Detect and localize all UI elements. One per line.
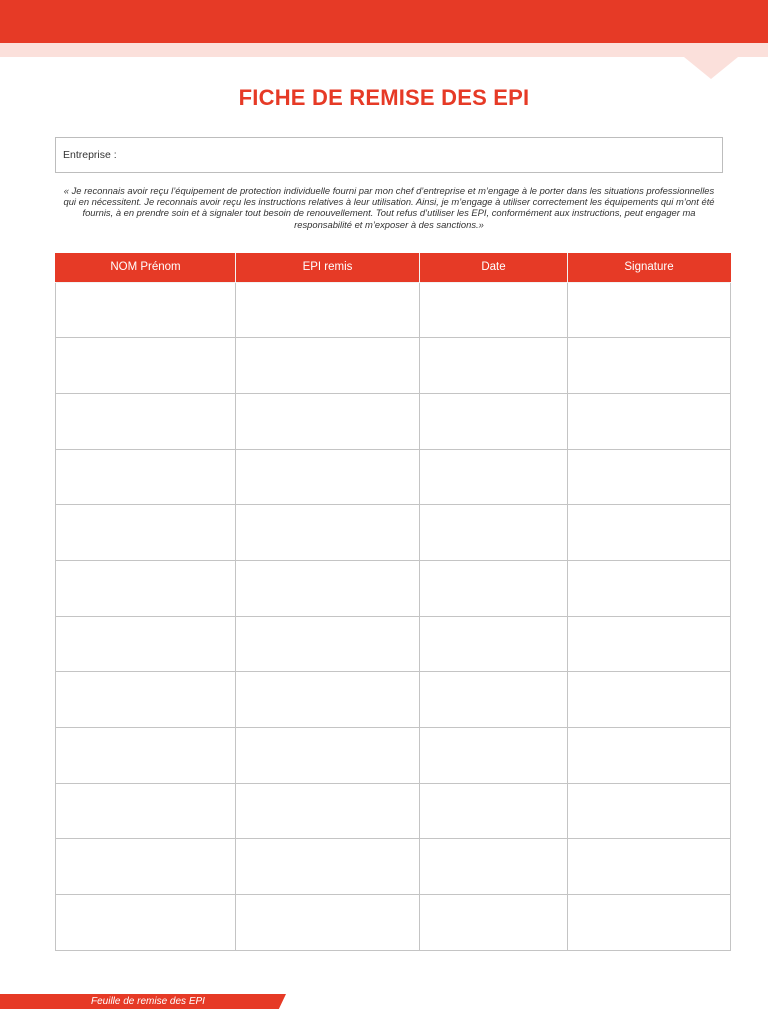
name-cell[interactable] <box>56 505 236 561</box>
table-row <box>56 393 731 449</box>
table-row <box>56 449 731 505</box>
table-row <box>56 728 731 784</box>
name-cell[interactable] <box>56 282 236 338</box>
signature-cell[interactable] <box>568 783 731 839</box>
epi-cell[interactable] <box>236 393 420 449</box>
date-cell[interactable] <box>420 839 568 895</box>
signature-cell[interactable] <box>568 505 731 561</box>
date-cell[interactable] <box>420 560 568 616</box>
epi-cell[interactable] <box>236 895 420 951</box>
epi-cell[interactable] <box>236 505 420 561</box>
company-field[interactable] <box>55 137 723 173</box>
epi-cell[interactable] <box>236 282 420 338</box>
table-row <box>56 616 731 672</box>
name-cell[interactable] <box>56 672 236 728</box>
name-cell[interactable] <box>56 895 236 951</box>
epi-table <box>55 253 731 951</box>
name-cell[interactable] <box>56 839 236 895</box>
table-row <box>56 282 731 338</box>
date-cell[interactable] <box>420 449 568 505</box>
table-row <box>56 338 731 394</box>
signature-cell[interactable] <box>568 895 731 951</box>
top-banner-stripe <box>0 43 768 57</box>
engagement-statement: « Je reconnais avoir reçu l’équipement de protection individuelle fourni par mon chef d’entreprise et m’engage à le porter dans les situations professionnelles qui en nécessitent. Je reconnais avoir reçu les instructions relatives à leur utilisation. Ainsi, je m’engage à utiliser correctement les équipements qui m’ont été fournis, à en prendre soin et à signaler tout besoin de renouvellement. Tout refus d’utiliser les EPI, conformément aux instructions, peut engager ma responsabilité et m’exposer à des sanctions.» <box>63 185 715 230</box>
epi-cell[interactable] <box>236 560 420 616</box>
company-label: Entreprise : <box>63 149 117 161</box>
signature-cell[interactable] <box>568 616 731 672</box>
signature-cell[interactable] <box>568 839 731 895</box>
name-cell[interactable] <box>56 338 236 394</box>
signature-cell[interactable] <box>568 449 731 505</box>
table-row <box>56 783 731 839</box>
footer-label: Feuille de remise des EPI <box>91 996 205 1007</box>
signature-cell[interactable] <box>568 338 731 394</box>
name-cell[interactable] <box>56 783 236 839</box>
signature-cell[interactable] <box>568 560 731 616</box>
signature-cell[interactable] <box>568 282 731 338</box>
name-cell[interactable] <box>56 393 236 449</box>
column-header-date: Date <box>420 253 568 282</box>
column-header-epi: EPI remis <box>236 253 420 282</box>
table-row <box>56 895 731 951</box>
table-row <box>56 505 731 561</box>
signature-cell[interactable] <box>568 728 731 784</box>
top-banner <box>0 0 768 43</box>
date-cell[interactable] <box>420 505 568 561</box>
table-row <box>56 672 731 728</box>
table-row <box>56 839 731 895</box>
table-header-row <box>56 253 731 282</box>
signature-cell[interactable] <box>568 393 731 449</box>
epi-cell[interactable] <box>236 672 420 728</box>
date-cell[interactable] <box>420 616 568 672</box>
epi-cell[interactable] <box>236 839 420 895</box>
page-title: FICHE DE REMISE DES EPI <box>238 85 530 110</box>
name-cell[interactable] <box>56 560 236 616</box>
top-banner-notch <box>684 57 738 79</box>
epi-cell[interactable] <box>236 728 420 784</box>
table-body <box>56 282 731 950</box>
epi-cell[interactable] <box>236 616 420 672</box>
column-header-name: NOM Prénom <box>56 253 236 282</box>
date-cell[interactable] <box>420 393 568 449</box>
date-cell[interactable] <box>420 895 568 951</box>
epi-cell[interactable] <box>236 338 420 394</box>
name-cell[interactable] <box>56 728 236 784</box>
signature-cell[interactable] <box>568 672 731 728</box>
date-cell[interactable] <box>420 338 568 394</box>
epi-cell[interactable] <box>236 783 420 839</box>
column-header-signature: Signature <box>568 253 731 282</box>
name-cell[interactable] <box>56 616 236 672</box>
table-row <box>56 560 731 616</box>
date-cell[interactable] <box>420 672 568 728</box>
date-cell[interactable] <box>420 783 568 839</box>
name-cell[interactable] <box>56 449 236 505</box>
epi-cell[interactable] <box>236 449 420 505</box>
date-cell[interactable] <box>420 282 568 338</box>
date-cell[interactable] <box>420 728 568 784</box>
